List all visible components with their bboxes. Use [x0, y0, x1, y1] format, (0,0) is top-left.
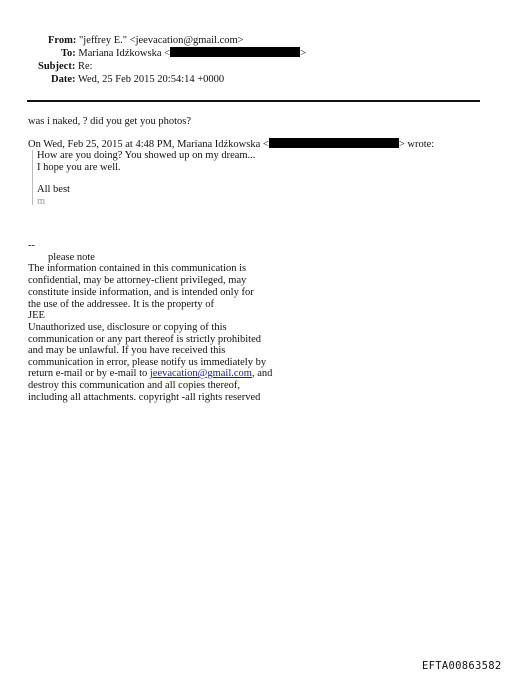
bates-number: EFTA00863582	[422, 660, 502, 672]
disclaimer-line: and may be unlawful. If you have received this	[28, 345, 226, 356]
subject-value: Re:	[77, 61, 93, 72]
disclaimer-line: the use of the addressee. It is the property of	[28, 299, 215, 310]
disclaimer-line: including all attachments. copyright -all rights reserved	[28, 392, 261, 403]
disclaimer-line: JEE	[28, 310, 45, 321]
disclaimer-line: confidential, may be attorney-client privileged, may	[28, 275, 247, 286]
quote-intro-suffix: > wrote:	[398, 139, 435, 150]
email-line-suffix: , and	[251, 368, 273, 379]
from-label: From:	[48, 35, 77, 46]
quoted-line: All best	[37, 184, 70, 195]
disclaimer-line: communication in error, please notify us immediately by	[28, 357, 267, 368]
quote-bar	[32, 150, 33, 205]
quote-intro-prefix: On Wed, Feb 25, 2015 at 4:48 PM, Mariana Idźkowska <	[28, 139, 269, 150]
quoted-line: m	[37, 196, 46, 207]
disclaimer-line: Unauthorized use, disclosure or copying of this	[28, 322, 227, 333]
to-value-prefix: Mariana Idźkowska <	[78, 48, 171, 59]
to-value-suffix: >	[300, 48, 306, 59]
subject-row	[38, 61, 93, 73]
header-divider	[27, 100, 480, 102]
from-value: "jeffrey E." <jeevacation@gmail.com>	[79, 35, 244, 46]
email-link[interactable]: jeevacation@gmail.com	[149, 368, 252, 379]
redaction-bar	[269, 138, 399, 148]
signature-separator: --	[28, 240, 35, 251]
disclaimer-line: destroy this communication and all copies thereof,	[28, 380, 240, 391]
from-row	[48, 35, 244, 47]
quoted-line: How are you doing? You showed up on my dream...	[37, 150, 256, 161]
reply-line: was i naked, ? did you get you photos?	[28, 116, 192, 127]
note-heading: please note	[48, 252, 95, 263]
disclaimer-email-line	[28, 368, 272, 380]
date-label: Date:	[51, 74, 76, 85]
to-label: To:	[61, 48, 76, 59]
disclaimer-line: constitute inside information, and is intended only for	[28, 287, 254, 298]
subject-label: Subject:	[38, 61, 76, 72]
redaction-bar	[170, 47, 300, 57]
disclaimer-line: The information contained in this communication is	[28, 263, 247, 274]
disclaimer-line: communication or any part thereof is strictly prohibited	[28, 334, 261, 345]
email-line-prefix: return e-mail or by e-mail to	[28, 368, 150, 379]
quoted-line: I hope you are well.	[37, 162, 121, 173]
to-row	[61, 47, 306, 60]
date-value: Wed, 25 Feb 2015 20:54:14 +0000	[77, 74, 225, 85]
date-row	[51, 74, 224, 86]
